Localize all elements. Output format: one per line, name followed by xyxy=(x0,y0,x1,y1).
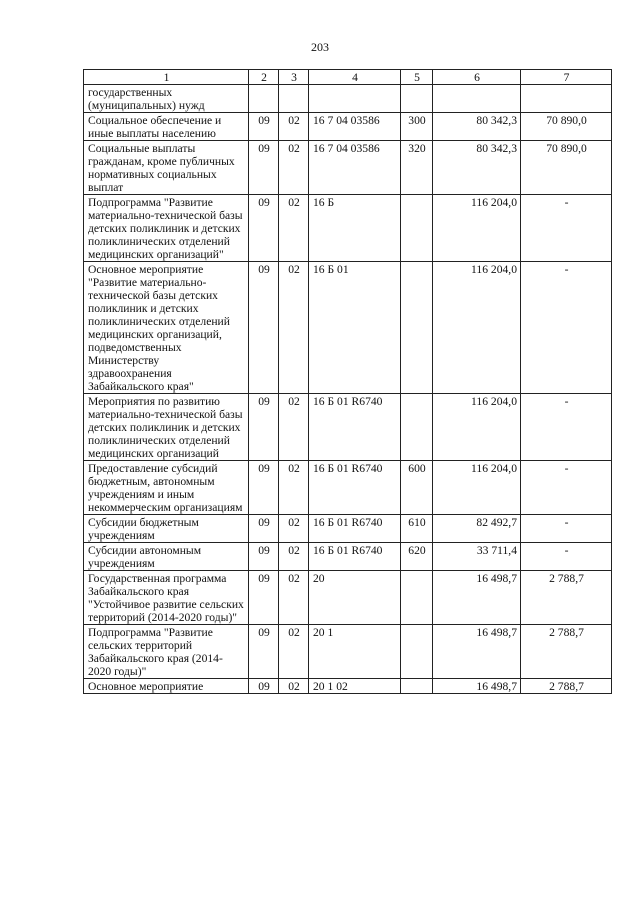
row-amount-2: - xyxy=(521,262,612,394)
row-amount-2: 70 890,0 xyxy=(521,141,612,195)
row-target-code xyxy=(309,85,401,113)
row-name: Социальное обеспечение и иные выплаты населению xyxy=(84,113,249,141)
row-subsection: 02 xyxy=(279,461,309,515)
row-target-code: 16 Б 01 R6740 xyxy=(309,515,401,543)
row-expense-type xyxy=(401,679,433,694)
row-amount-2: - xyxy=(521,394,612,461)
row-subsection: 02 xyxy=(279,571,309,625)
row-section xyxy=(249,85,279,113)
row-amount-1: 80 342,3 xyxy=(433,113,521,141)
header-cell-1: 1 xyxy=(84,70,249,85)
row-name: Социальные выплаты гражданам, кроме публичных нормативных социальных выплат xyxy=(84,141,249,195)
row-section: 09 xyxy=(249,515,279,543)
row-target-code: 16 Б 01 R6740 xyxy=(309,543,401,571)
row-expense-type: 620 xyxy=(401,543,433,571)
row-target-code: 20 1 xyxy=(309,625,401,679)
row-amount-2 xyxy=(521,85,612,113)
row-subsection: 02 xyxy=(279,679,309,694)
header-cell-4: 4 xyxy=(309,70,401,85)
row-amount-1: 16 498,7 xyxy=(433,625,521,679)
header-row xyxy=(84,70,612,85)
row-amount-2: 2 788,7 xyxy=(521,625,612,679)
row-section: 09 xyxy=(249,113,279,141)
budget-table xyxy=(83,69,612,694)
row-section: 09 xyxy=(249,141,279,195)
row-amount-2: - xyxy=(521,195,612,262)
row-amount-2: - xyxy=(521,515,612,543)
table-row xyxy=(84,262,612,394)
table-row xyxy=(84,85,612,113)
header-cell-3: 3 xyxy=(279,70,309,85)
table-row xyxy=(84,394,612,461)
row-section: 09 xyxy=(249,262,279,394)
row-amount-1: 116 204,0 xyxy=(433,461,521,515)
row-subsection: 02 xyxy=(279,515,309,543)
row-expense-type xyxy=(401,262,433,394)
row-target-code: 16 Б 01 R6740 xyxy=(309,394,401,461)
row-amount-2: 2 788,7 xyxy=(521,679,612,694)
row-expense-type: 320 xyxy=(401,141,433,195)
row-name: Подпрограмма "Развитие материально-технической базы детских поликлиник и детских поликлинических отделений медицинских организаций" xyxy=(84,195,249,262)
row-target-code: 16 Б 01 xyxy=(309,262,401,394)
row-expense-type xyxy=(401,571,433,625)
row-section: 09 xyxy=(249,461,279,515)
row-section: 09 xyxy=(249,571,279,625)
row-subsection: 02 xyxy=(279,113,309,141)
row-section: 09 xyxy=(249,543,279,571)
row-amount-1: 16 498,7 xyxy=(433,679,521,694)
row-expense-type xyxy=(401,195,433,262)
row-name: Мероприятия по развитию материально-технической базы детских поликлиник и детских поликлинических отделений медицинских организаций xyxy=(84,394,249,461)
table-row xyxy=(84,141,612,195)
row-expense-type: 300 xyxy=(401,113,433,141)
row-name: Предоставление субсидий бюджетным, автономным учреждениям и иным некоммерческим организациям xyxy=(84,461,249,515)
row-subsection: 02 xyxy=(279,394,309,461)
row-target-code: 16 Б xyxy=(309,195,401,262)
row-name: Государственная программа Забайкальского края "Устойчивое развитие сельских территорий (2014-2020 годы)" xyxy=(84,571,249,625)
row-target-code: 16 7 04 03586 xyxy=(309,113,401,141)
row-amount-1 xyxy=(433,85,521,113)
row-amount-1: 33 711,4 xyxy=(433,543,521,571)
row-expense-type xyxy=(401,394,433,461)
row-expense-type: 610 xyxy=(401,515,433,543)
table-row xyxy=(84,679,612,694)
row-name: Субсидии автономным учреждениям xyxy=(84,543,249,571)
table-row xyxy=(84,515,612,543)
row-expense-type xyxy=(401,625,433,679)
header-cell-7: 7 xyxy=(521,70,612,85)
row-name: государственных (муниципальных) нужд xyxy=(84,85,249,113)
row-target-code: 20 1 02 xyxy=(309,679,401,694)
row-subsection: 02 xyxy=(279,141,309,195)
row-amount-1: 16 498,7 xyxy=(433,571,521,625)
header-cell-5: 5 xyxy=(401,70,433,85)
row-name: Основное мероприятие xyxy=(84,679,249,694)
row-amount-2: - xyxy=(521,543,612,571)
row-name: Основное мероприятие "Развитие материально-технической базы детских поликлиник и детских поликлинических отделений медицинских организаций, подведомственных Министерству здравоохранения Забайкальского края" xyxy=(84,262,249,394)
page-number: 203 xyxy=(311,40,329,54)
row-name: Подпрограмма "Развитие сельских территорий Забайкальского края (2014-2020 годы)" xyxy=(84,625,249,679)
table-row xyxy=(84,543,612,571)
row-section: 09 xyxy=(249,679,279,694)
row-target-code: 16 7 04 03586 xyxy=(309,141,401,195)
row-subsection: 02 xyxy=(279,625,309,679)
row-subsection: 02 xyxy=(279,543,309,571)
table-row xyxy=(84,195,612,262)
row-section: 09 xyxy=(249,195,279,262)
row-name: Субсидии бюджетным учреждениям xyxy=(84,515,249,543)
row-subsection: 02 xyxy=(279,262,309,394)
row-amount-1: 116 204,0 xyxy=(433,195,521,262)
row-amount-1: 80 342,3 xyxy=(433,141,521,195)
header-cell-6: 6 xyxy=(433,70,521,85)
table-row xyxy=(84,571,612,625)
row-target-code: 20 xyxy=(309,571,401,625)
row-section: 09 xyxy=(249,394,279,461)
row-amount-2: - xyxy=(521,461,612,515)
row-subsection: 02 xyxy=(279,195,309,262)
row-amount-2: 2 788,7 xyxy=(521,571,612,625)
row-section: 09 xyxy=(249,625,279,679)
row-amount-2: 70 890,0 xyxy=(521,113,612,141)
table-row xyxy=(84,113,612,141)
row-expense-type: 600 xyxy=(401,461,433,515)
row-amount-1: 116 204,0 xyxy=(433,262,521,394)
table-row xyxy=(84,461,612,515)
row-target-code: 16 Б 01 R6740 xyxy=(309,461,401,515)
header-cell-2: 2 xyxy=(249,70,279,85)
table-row xyxy=(84,625,612,679)
row-amount-1: 116 204,0 xyxy=(433,394,521,461)
row-expense-type xyxy=(401,85,433,113)
row-amount-1: 82 492,7 xyxy=(433,515,521,543)
row-subsection xyxy=(279,85,309,113)
